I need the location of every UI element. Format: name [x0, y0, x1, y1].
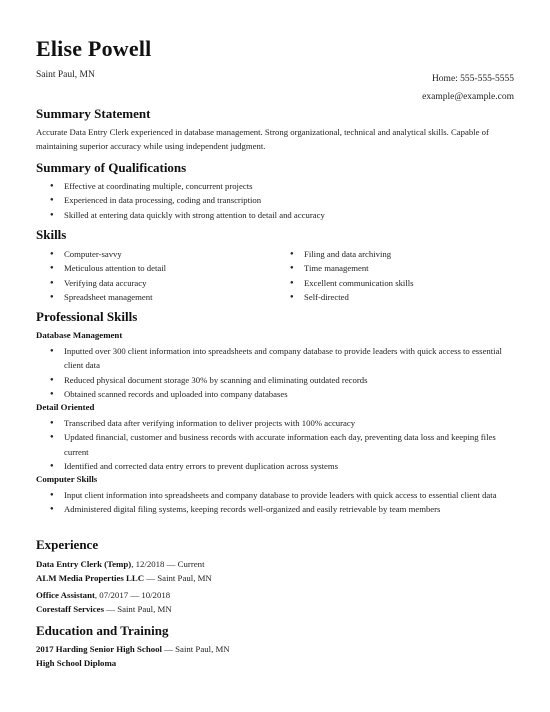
computer-skills-list	[36, 488, 521, 517]
list-item: ● Experienced in data processing, coding and transcription	[36, 193, 521, 207]
qualifications-list	[36, 179, 521, 222]
school-name: 2017 Harding Senior High School	[36, 644, 162, 654]
list-item: ● Transcribed data after verifying information to deliver projects with 100% accuracy	[36, 416, 521, 430]
degree-line	[36, 656, 116, 670]
subheading-database-management: Database Management	[36, 330, 123, 340]
summary-text: Accurate Data Entry Clerk experienced in database management. Strong organizational, technical and analytical skills. Capable of maintaining superior accuracy while using independent judgment.	[36, 127, 489, 151]
job-place: — Saint Paul, MN	[104, 604, 172, 614]
detail-oriented-list	[36, 416, 521, 473]
list-item: ● Self-directed	[276, 290, 506, 304]
degree-name: High School Diploma	[36, 658, 117, 668]
email-address: example@example.com	[422, 92, 514, 102]
job-place: — Saint Paul, MN	[144, 573, 212, 583]
education-heading: Education and Training	[36, 623, 169, 638]
job-role: Data Entry Clerk (Temp)	[36, 559, 132, 569]
list-item: ● Identified and corrected data entry errors to prevent duplication across systems	[36, 459, 521, 473]
job-title-line	[36, 588, 170, 602]
candidate-name: Elise Powell	[36, 36, 152, 61]
skills-heading: Skills	[36, 227, 67, 242]
skills-list-right	[276, 247, 506, 304]
list-item: ● Inputted over 300 client information into spreadsheets and company database to provide leaders with quick access to essential client data	[36, 344, 521, 373]
job-company-line	[36, 602, 172, 616]
list-item: ● Administered digital filing systems, keeping records well-organized and easily retrievable by team members	[36, 502, 521, 516]
qualifications-heading: Summary of Qualifications	[36, 160, 187, 175]
list-item: ● Effective at coordinating multiple, concurrent projects	[36, 179, 521, 193]
job-dates: , 07/2017 — 10/2018	[94, 590, 171, 600]
contact-block	[422, 70, 514, 106]
job-title-line	[36, 557, 205, 571]
job-role: Office Assistant	[36, 590, 95, 600]
list-item: ● Updated financial, customer and business records with accurate information each day, preventing data loss and keeping files current	[36, 430, 521, 459]
database-management-list	[36, 344, 521, 401]
list-item: ● Reduced physical document storage 30% by scanning and eliminating outdated records	[36, 373, 521, 387]
candidate-location: Saint Paul, MN	[36, 70, 95, 80]
list-item: ● Time management	[276, 261, 506, 275]
skills-list-left	[36, 247, 266, 304]
list-item: ● Excellent communication skills	[276, 276, 506, 290]
school-line	[36, 642, 230, 656]
job-company-line	[36, 571, 212, 585]
phone-number: Home: 555-555-5555	[431, 74, 514, 84]
list-item: ● Meticulous attention to detail	[36, 261, 266, 275]
list-item: ● Computer-savvy	[36, 247, 266, 261]
subheading-computer-skills: Computer Skills	[36, 474, 98, 484]
school-place: — Saint Paul, MN	[161, 644, 230, 654]
summary-heading: Summary Statement	[36, 106, 151, 121]
list-item: ● Skilled at entering data quickly with strong attention to detail and accuracy	[36, 208, 521, 222]
list-item: ● Verifying data accuracy	[36, 276, 266, 290]
job-company: Corestaff Services	[36, 604, 104, 614]
job-company: ALM Media Properties LLC	[36, 573, 145, 583]
list-item: ● Input client information into spreadsheets and company database to provide leaders with quick access to essential client data	[36, 488, 521, 502]
list-item: ● Obtained scanned records and uploaded into company databases	[36, 387, 521, 401]
experience-heading: Experience	[36, 537, 99, 552]
subheading-detail-oriented: Detail Oriented	[36, 402, 95, 412]
professional-skills-heading: Professional Skills	[36, 309, 138, 324]
list-item: ● Filing and data archiving	[276, 247, 506, 261]
job-dates: , 12/2018 — Current	[131, 559, 205, 569]
list-item: ● Spreadsheet management	[36, 290, 266, 304]
